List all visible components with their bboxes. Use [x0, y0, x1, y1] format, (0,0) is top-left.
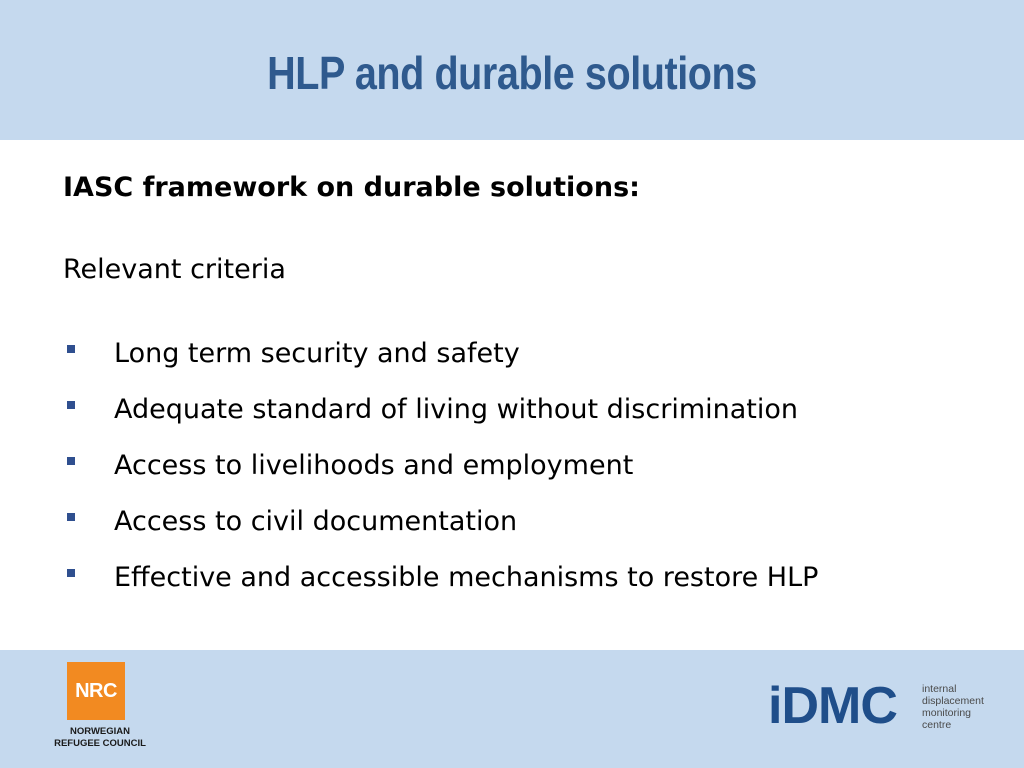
idmc-desc-line: displacement: [922, 695, 984, 707]
criteria-list: [63, 334, 818, 614]
square-bullet-icon: [67, 569, 75, 577]
square-bullet-icon: [67, 513, 75, 521]
list-item: [63, 558, 818, 614]
slide-title: HLP and durable solutions: [267, 47, 757, 99]
nrc-name-line: REFUGEE COUNCIL: [54, 738, 146, 749]
idmc-logo-mark: iDMC: [768, 677, 897, 735]
list-item: [63, 446, 818, 502]
nrc-logo: [48, 662, 152, 754]
square-bullet-icon: [67, 345, 75, 353]
square-bullet-icon: [67, 401, 75, 409]
idmc-logo: [768, 678, 998, 740]
nrc-name-line: NORWEGIAN: [70, 726, 130, 737]
nrc-logo-name: [48, 726, 152, 750]
list-item-text: Access to civil documentation: [114, 506, 518, 537]
list-item-text: Adequate standard of living without discrimination: [114, 394, 799, 425]
subtitle: IASC framework on durable solutions:: [63, 172, 640, 203]
list-item: [63, 334, 818, 390]
idmc-desc-line: internal: [922, 683, 957, 695]
nrc-logo-mark: NRC: [67, 662, 125, 720]
list-item: [63, 390, 818, 446]
list-item: [63, 502, 818, 558]
list-item-text: Long term security and safety: [114, 338, 520, 369]
criteria-label: Relevant criteria: [63, 254, 286, 285]
list-item-text: Effective and accessible mechanisms to restore HLP: [114, 562, 819, 593]
idmc-desc-line: monitoring: [922, 707, 972, 719]
idmc-desc-line: centre: [922, 719, 952, 731]
slide-content: [63, 168, 983, 593]
list-item-text: Access to livelihoods and employment: [114, 450, 634, 481]
idmc-logo-description: [922, 683, 984, 731]
square-bullet-icon: [67, 457, 75, 465]
